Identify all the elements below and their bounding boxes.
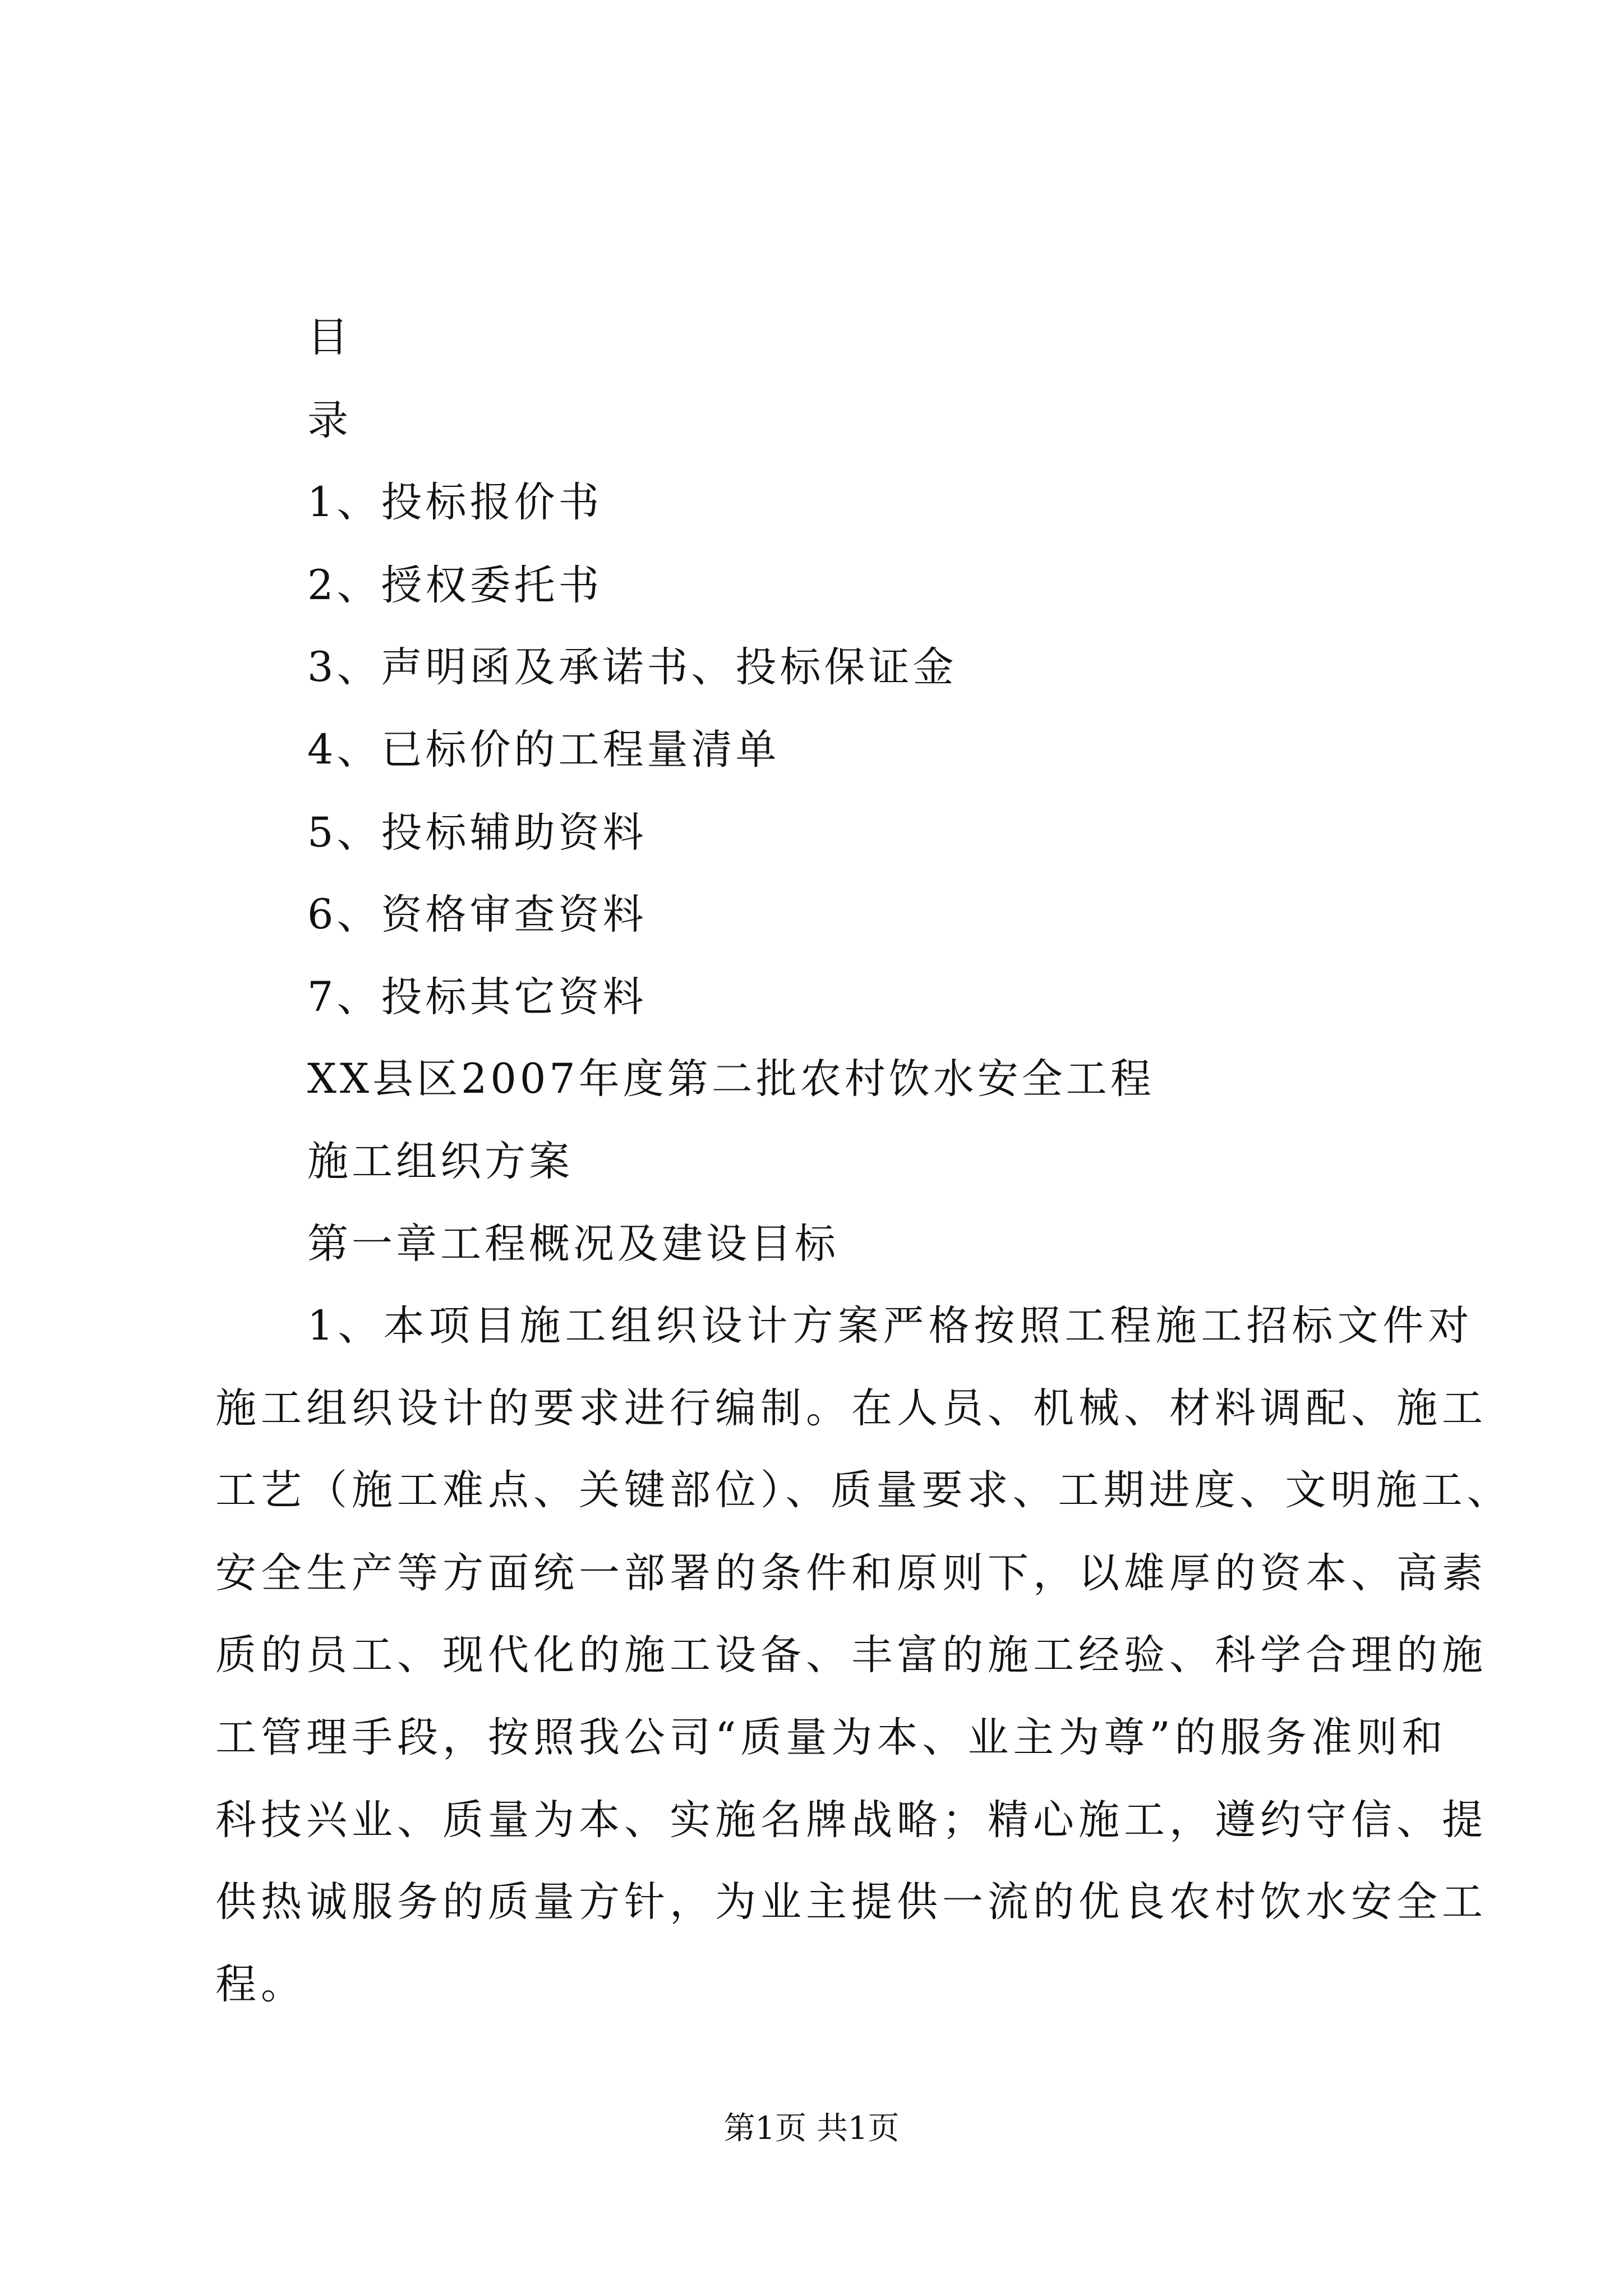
toc-item-7: 7、投标其它资料 [307, 973, 647, 1021]
toc-item-1: 1、投标报价书 [307, 478, 603, 526]
chapter-heading: 第一章工程概况及建设目标 [307, 1220, 839, 1268]
paragraph-line-3: 工艺（施工难点、关键部位）、质量要求、工期进度、文明施工、 [215, 1466, 1513, 1514]
paragraph-line-4: 安全生产等方面统一部署的条件和原则下，以雄厚的资本、高素 [215, 1549, 1487, 1597]
page-footer: 第1页 共1页 [723, 2110, 900, 2147]
paragraph-line-9: 程。 [215, 1961, 306, 2008]
toc-item-3: 3、声明函及承诺书、投标保证金 [307, 643, 957, 691]
project-subtitle: 施工组织方案 [307, 1138, 573, 1185]
paragraph-line-1: 1、本项目施工组织设计方案严格按照工程施工招标文件对 [307, 1302, 1474, 1350]
paragraph-line-8: 供热诚服务的质量方针，为业主提供一流的优良农村饮水安全工 [215, 1878, 1487, 1926]
project-title: XX县区2007年度第二批农村饮水安全工程 [307, 1055, 1155, 1103]
toc-item-6: 6、资格审查资料 [307, 891, 647, 938]
paragraph-line-7: 科技兴业、质量为本、实施名牌战略；精心施工，遵约守信、提 [215, 1796, 1487, 1844]
toc-item-5: 5、投标辅助资料 [307, 809, 647, 857]
toc-title-line2: 录 [307, 397, 352, 444]
paragraph-line-5: 质的员工、现代化的施工设备、丰富的施工经验、科学合理的施 [215, 1631, 1487, 1679]
paragraph-line-2: 施工组织设计的要求进行编制。在人员、机械、材料调配、施工 [215, 1384, 1487, 1432]
toc-item-2: 2、授权委托书 [307, 562, 603, 609]
paragraph-line-6: 工管理手段，按照我公司“质量为本、业主为尊”的服务准则和 [215, 1714, 1447, 1761]
toc-title-line1: 目 [307, 314, 352, 361]
toc-item-4: 4、已标价的工程量清单 [307, 726, 780, 774]
